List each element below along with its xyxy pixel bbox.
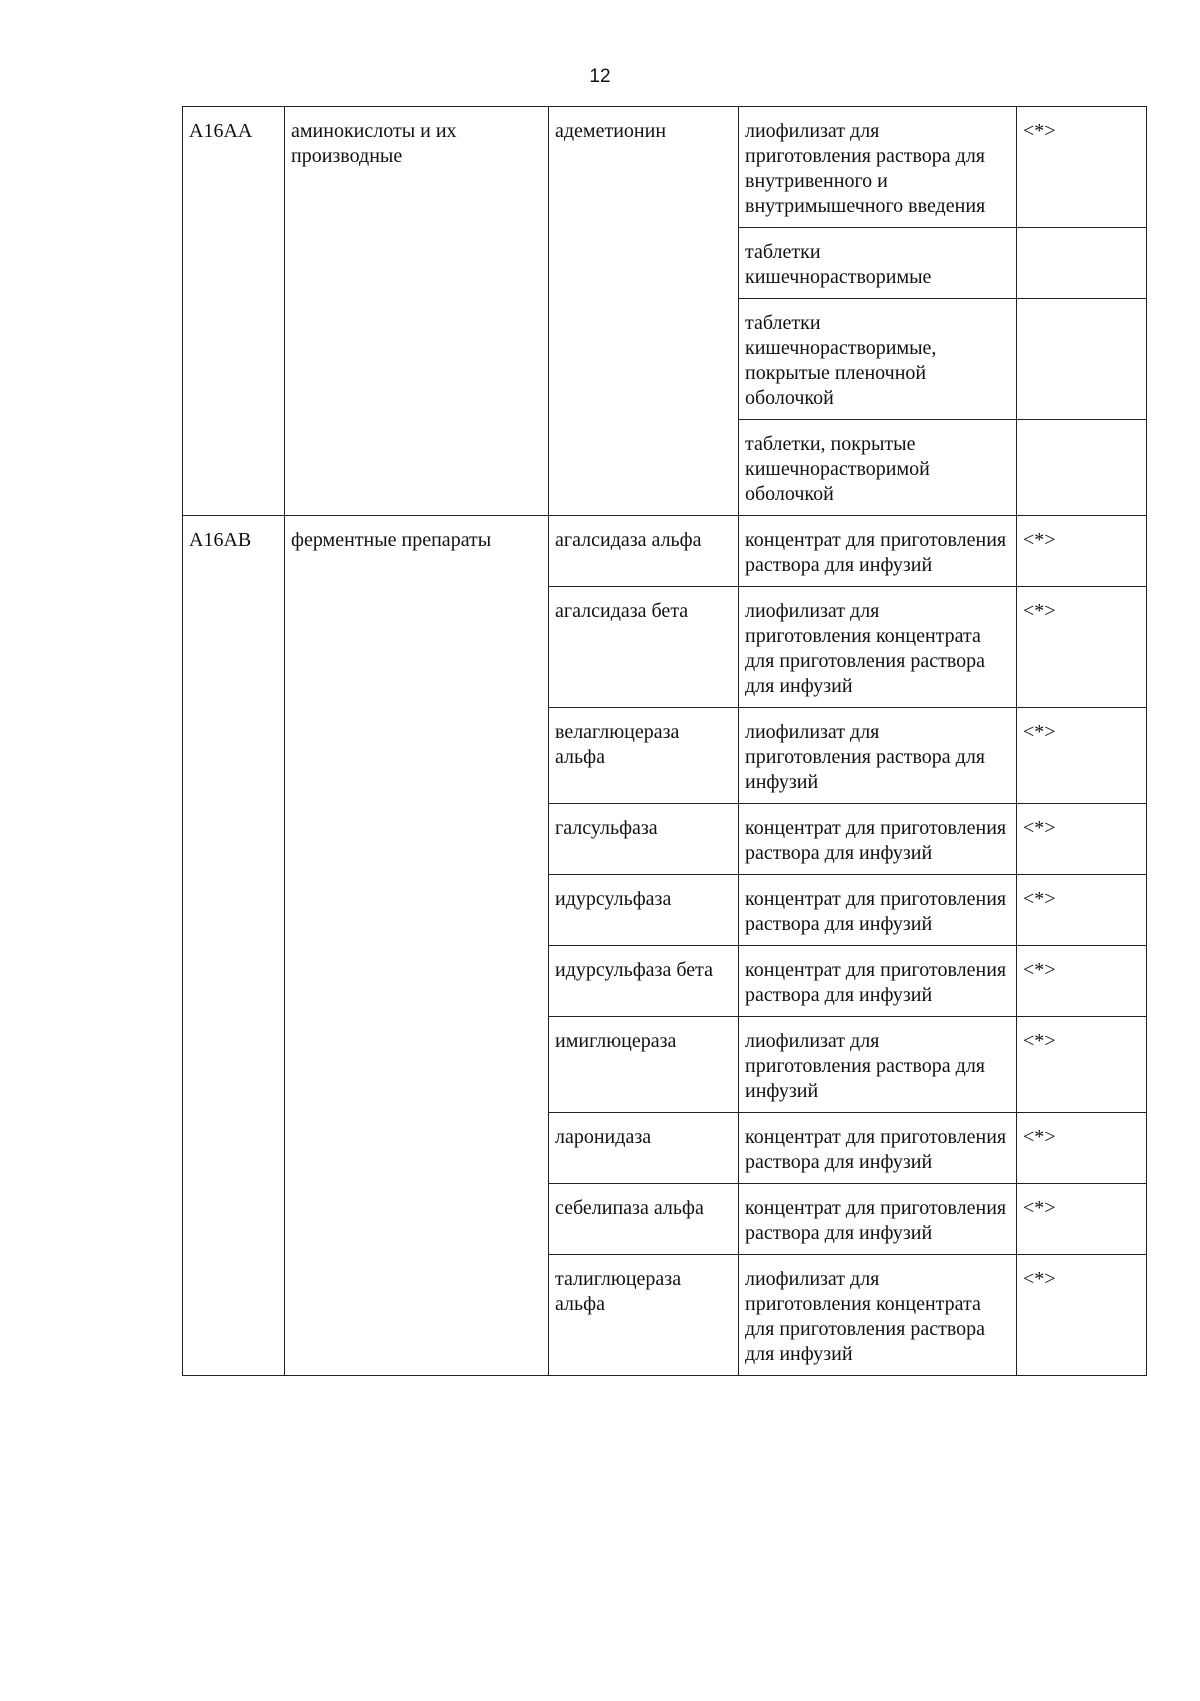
dosage-form-cell: лиофилизат для приготовления раствора для внутривенного и внутримышечного введения xyxy=(739,107,1017,228)
dosage-form-cell: лиофилизат для приготовления концентрата для приготовления раствора для инфузий xyxy=(739,587,1017,708)
dosage-form-cell: таблетки, покрытые кишечнорастворимой оболочкой xyxy=(739,420,1017,516)
note-cell: <*> xyxy=(1017,1113,1147,1184)
note-cell: <*> xyxy=(1017,1255,1147,1376)
note-cell: <*> xyxy=(1017,587,1147,708)
drug-name-cell: имиглюцераза xyxy=(549,1017,739,1113)
drug-name-cell: велаглюцераза альфа xyxy=(549,708,739,804)
note-cell: <*> xyxy=(1017,1184,1147,1255)
dosage-form-cell: лиофилизат для приготовления раствора для инфузий xyxy=(739,708,1017,804)
drug-name-cell: галсульфаза xyxy=(549,804,739,875)
note-cell: <*> xyxy=(1017,107,1147,228)
dosage-form-cell: концентрат для приготовления раствора для инфузий xyxy=(739,875,1017,946)
drug-name-cell: агалсидаза бета xyxy=(549,587,739,708)
drug-name-cell: талиглюцераза альфа xyxy=(549,1255,739,1376)
dosage-form-cell: таблетки кишечнорастворимые xyxy=(739,228,1017,299)
drug-name-cell: идурсульфаза бета xyxy=(549,946,739,1017)
drug-name-cell: ларонидаза xyxy=(549,1113,739,1184)
drug-table xyxy=(182,106,1147,1376)
drug-name-cell: агалсидаза альфа xyxy=(549,516,739,587)
note-cell: <*> xyxy=(1017,875,1147,946)
drug-name-cell: идурсульфаза xyxy=(549,875,739,946)
note-cell xyxy=(1017,420,1147,516)
note-cell: <*> xyxy=(1017,516,1147,587)
dosage-form-cell: концентрат для приготовления раствора для инфузий xyxy=(739,1113,1017,1184)
dosage-form-cell: концентрат для приготовления раствора для инфузий xyxy=(739,1184,1017,1255)
dosage-form-cell: концентрат для приготовления раствора для инфузий xyxy=(739,516,1017,587)
table-row xyxy=(183,107,1147,228)
note-cell xyxy=(1017,228,1147,299)
dosage-form-cell: концентрат для приготовления раствора для инфузий xyxy=(739,946,1017,1017)
atc-code-cell: A16AA xyxy=(183,107,285,516)
drug-name-cell: адеметионин xyxy=(549,107,739,516)
note-cell: <*> xyxy=(1017,708,1147,804)
dosage-form-cell: концентрат для приготовления раствора для инфузий xyxy=(739,804,1017,875)
table-row xyxy=(183,516,1147,587)
drug-name-cell: себелипаза альфа xyxy=(549,1184,739,1255)
dosage-form-cell: лиофилизат для приготовления раствора для инфузий xyxy=(739,1017,1017,1113)
dosage-form-cell: лиофилизат для приготовления концентрата для приготовления раствора для инфузий xyxy=(739,1255,1017,1376)
atc-code-cell: A16AB xyxy=(183,516,285,1376)
page-number: 12 xyxy=(589,66,611,87)
note-cell: <*> xyxy=(1017,946,1147,1017)
atc-group-name-cell: аминокислоты и их производные xyxy=(285,107,549,516)
dosage-form-cell: таблетки кишечнорастворимые, покрытые пленочной оболочкой xyxy=(739,299,1017,420)
atc-group-name-cell: ферментные препараты xyxy=(285,516,549,1376)
note-cell: <*> xyxy=(1017,1017,1147,1113)
note-cell xyxy=(1017,299,1147,420)
note-cell: <*> xyxy=(1017,804,1147,875)
